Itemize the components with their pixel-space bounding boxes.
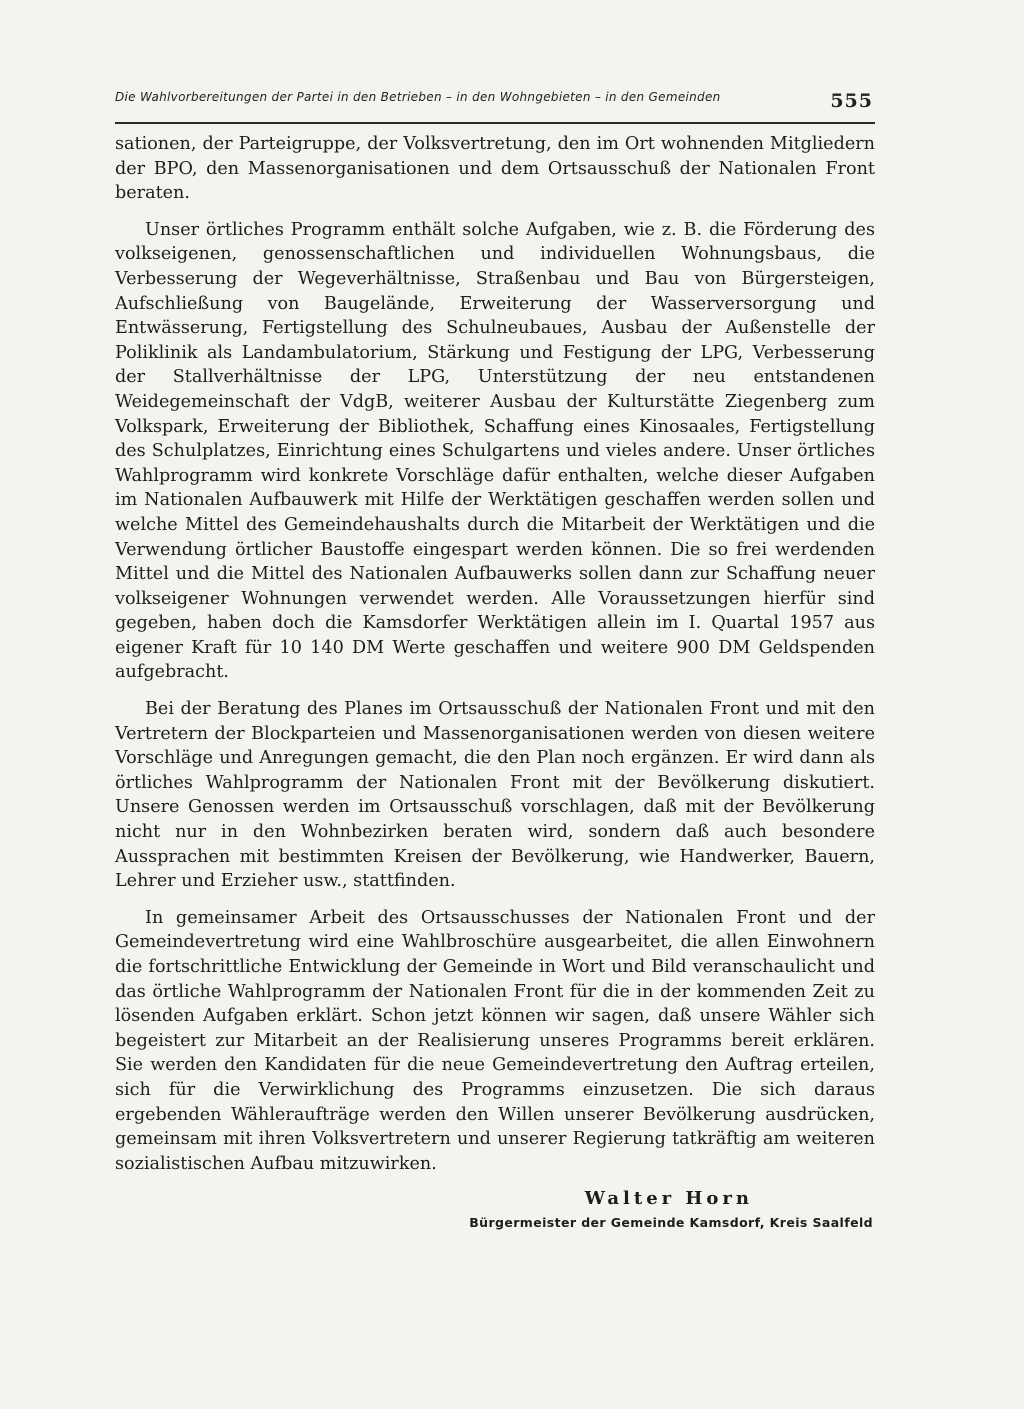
page-number: 555: [830, 90, 873, 112]
author-name: Walter Horn: [584, 1188, 753, 1210]
body-text: [115, 132, 875, 1176]
running-head: Die Wahlvorbereitungen der Partei in den Betrieben – in den Wohngebieten – in den Gemeinden: [115, 90, 721, 104]
paragraph-local-program: Unser örtliches Programm enthält solche Aufgaben, wie z. B. die Förderung des volkseigenen, genossenschaftlichen und individuellen Wohnungsbaus, die Verbesserung der Wegeverhältnisse, Straßenbau und Bau von Bürgersteigen, Aufschließung von Baugelände, Erweiterung der Wasserversorgung und Entwässerung, Fertigstellung des Schulneubaues, Ausbau der Außenstelle der Poliklinik als Landambulatorium, Stärkung und Festigung der LPG, Verbesserung der Stallverhältnisse der LPG, Unterstützung der neu entstandenen Weidegemeinschaft der VdgB, weiterer Ausbau der Kulturstätte Ziegenberg zum Volkspark, Erweiterung der Bibliothek, Schaffung eines Kinosaales, Fertigstellung des Schulplatzes, Einrichtung eines Schulgartens und vieles andere. Unser örtliches Wahlprogramm wird konkrete Vorschläge dafür enthalten, welche dieser Aufgaben im Nationalen Aufbauwerk mit Hilfe der Werktätigen geschaffen werden sollen und welche Mittel des Gemeindehaushalts durch die Mitarbeit der Werktätigen und die Verwendung örtlicher Baustoffe eingespart werden können. Die so frei werdenden Mittel und die Mittel des Nationalen Aufbauwerks sollen dann zur Schaffung neuer volkseigener Wohnungen verwendet werden. Alle Voraussetzungen hierfür sind gegeben, haben doch die Kamsdorfer Werktätigen allein im I. Quartal 1957 aus eigener Kraft für 10 140 DM Werte geschaffen und weitere 900 DM Geldspenden aufgebracht.: [115, 219, 875, 683]
paragraph-election-brochure: In gemeinsamer Arbeit des Ortsausschusses der Nationalen Front und der Gemeindevertretung wird eine Wahlbroschüre ausgearbeitet, die allen Einwohnern die fortschrittliche Entwicklung der Gemeinde in Wort und Bild veranschaulicht und das örtliche Wahlprogramm der Nationalen Front für die in der kommenden Zeit zu lösenden Aufgaben erklärt. Schon jetzt können wir sagen, daß unsere Wähler sich begeistert zur Mitarbeit an der Realisierung unseres Programms bereit erklären. Sie werden den Kandidaten für die neue Gemeindevertretung den Auftrag erteilen, sich für die Verwirklichung des Programms einzusetzen. Die sich daraus ergebenden Wähleraufträge werden den Willen unserer Bevölkerung ausdrücken, gemeinsam mit ihren Volksvertretern und unserer Regierung tatkräftig am weiteren sozialistischen Aufbau mitzuwirken.: [115, 907, 875, 1174]
document-page: [115, 86, 875, 1234]
page-header: [115, 86, 875, 124]
author-title: Bürgermeister der Gemeinde Kamsdorf, Kreis Saalfeld: [469, 1215, 873, 1231]
signature-block: [115, 1186, 875, 1234]
paragraph-continuation: sationen, der Parteigruppe, der Volksvertretung, den im Ort wohnenden Mitgliedern der BPO, den Massenorganisationen und dem Ortsausschuß der Nationalen Front beraten.: [115, 134, 875, 204]
paragraph-consultation: Bei der Beratung des Planes im Ortsausschuß der Nationalen Front und mit den Vertretern der Blockparteien und Massenorganisationen werden von diesen weitere Vorschläge und Anregungen gemacht, die den Plan noch ergänzen. Er wird dann als örtliches Wahlprogramm der Nationalen Front mit der Bevölkerung diskutiert. Unsere Genossen werden im Ortsausschuß vorschlagen, daß mit der Bevölkerung nicht nur in den Wohnbezirken beraten wird, sondern daß auch besondere Aussprachen mit bestimmten Kreisen der Bevölkerung, wie Handwerker, Bauern, Lehrer und Erzieher usw., stattfinden.: [115, 699, 875, 892]
